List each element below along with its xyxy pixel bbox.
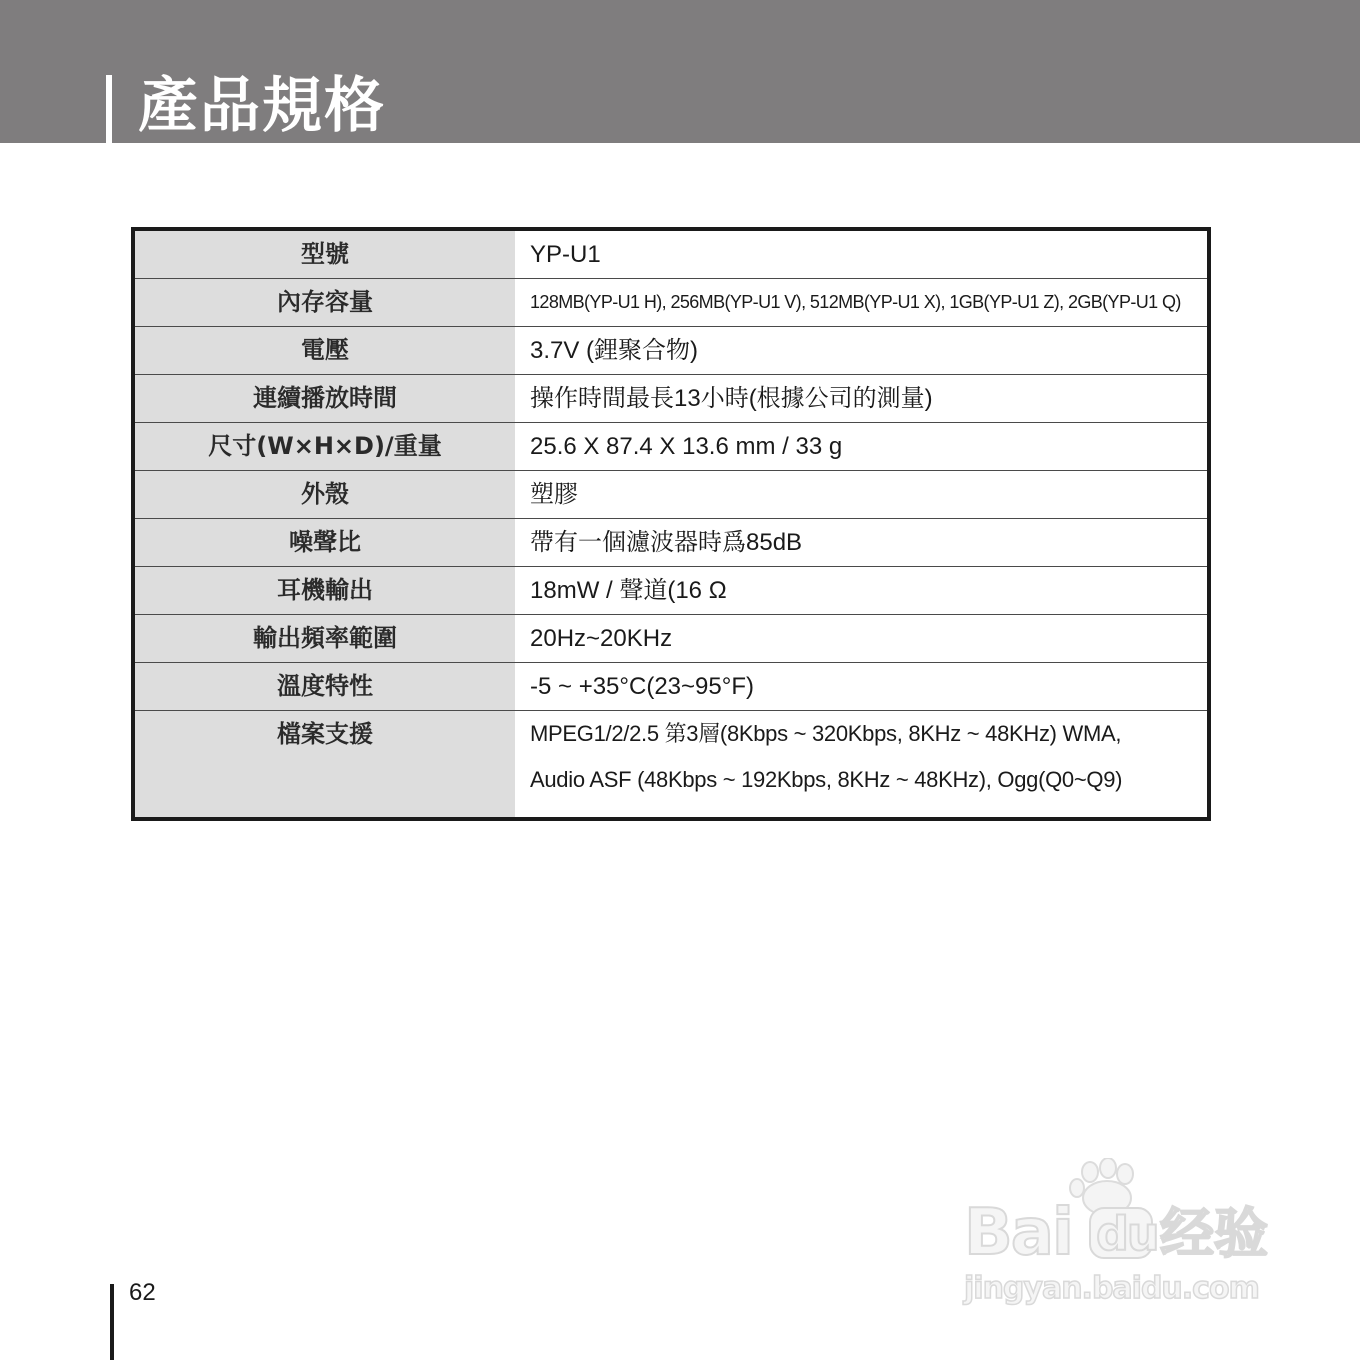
spec-value: 18mW / 聲道(16 Ω xyxy=(530,577,727,604)
spec-label-cell xyxy=(135,471,515,518)
spec-label-cell xyxy=(135,279,515,326)
spec-value: 20Hz~20KHz xyxy=(530,625,673,652)
spec-label-cell xyxy=(135,231,515,278)
spec-value-line: Audio ASF (48Kbps ~ 192Kbps, 8KHz ~ 48KHz), Ogg(Q0~Q9) xyxy=(530,767,1123,792)
spec-value: YP-U1 xyxy=(530,241,601,268)
spec-table xyxy=(131,227,1211,821)
page-number: 62 xyxy=(129,1279,156,1306)
spec-label-cell xyxy=(135,327,515,374)
svg-text:du: du xyxy=(1096,1207,1158,1261)
spec-row-file-support xyxy=(135,711,1207,817)
spec-value xyxy=(530,711,1207,817)
spec-row-snr xyxy=(135,519,1207,567)
spec-label: 連續播放時間 xyxy=(253,384,397,412)
spec-row-playtime xyxy=(135,375,1207,423)
spec-label-cell xyxy=(135,375,515,422)
spec-row-earphone-output xyxy=(135,567,1207,615)
svg-text:经验: 经验 xyxy=(1160,1202,1268,1265)
spec-label-cell xyxy=(135,567,515,614)
spec-label: 電壓 xyxy=(301,336,349,364)
header-accent-rule xyxy=(106,75,112,143)
spec-label: 耳機輸出 xyxy=(277,576,373,604)
spec-value: 帶有一個濾波器時爲85dB xyxy=(530,529,803,556)
spec-row-casing xyxy=(135,471,1207,519)
watermark-brand-text xyxy=(964,1196,1268,1270)
spec-label: 尺寸(W×H×D)/重量 xyxy=(208,432,442,460)
spec-label-cell xyxy=(135,519,515,566)
spec-value: 3.7V (鋰聚合物) xyxy=(530,337,699,364)
spec-value: 塑膠 xyxy=(530,481,578,508)
watermark-url: jingyan.baidu.com xyxy=(964,1271,1259,1306)
spec-value: 25.6 X 87.4 X 13.6 mm / 33 g xyxy=(530,433,843,460)
spec-label: 輸出頻率範圍 xyxy=(253,624,397,652)
spec-label: 噪聲比 xyxy=(289,528,361,556)
spec-row-temperature xyxy=(135,663,1207,711)
spec-label: 型號 xyxy=(301,240,349,268)
spec-label: 內存容量 xyxy=(277,288,373,316)
spec-label: 溫度特性 xyxy=(277,672,373,700)
page-number-rule xyxy=(110,1284,114,1360)
spec-row-voltage xyxy=(135,327,1207,375)
spec-row-frequency-range xyxy=(135,615,1207,663)
spec-label-cell xyxy=(135,711,515,817)
spec-label: 外殼 xyxy=(301,480,349,508)
spec-row-memory xyxy=(135,279,1207,327)
spec-row-dimensions xyxy=(135,423,1207,471)
spec-value: -5 ~ +35°C(23~95°F) xyxy=(530,673,754,700)
baidu-watermark xyxy=(962,1158,1280,1308)
spec-label: 檔案支援 xyxy=(277,720,373,748)
spec-label-cell xyxy=(135,423,515,470)
spec-label-cell xyxy=(135,663,515,710)
spec-value: 128MB(YP-U1 H), 256MB(YP-U1 V), 512MB(YP-U1 X), 1GB(YP-U1 Z), 2GB(YP-U1 Q) xyxy=(530,292,1181,312)
svg-text:Bai: Bai xyxy=(964,1196,1072,1270)
spec-label-cell xyxy=(135,615,515,662)
spec-value: 操作時間最長13小時(根據公司的測量) xyxy=(530,385,933,412)
page-title: 產品規格 xyxy=(138,71,386,141)
spec-value-line: MPEG1/2/2.5 第3層(8Kbps ~ 320Kbps, 8KHz ~ 48KHz) WMA, xyxy=(530,721,1122,746)
spec-row-model xyxy=(135,231,1207,279)
